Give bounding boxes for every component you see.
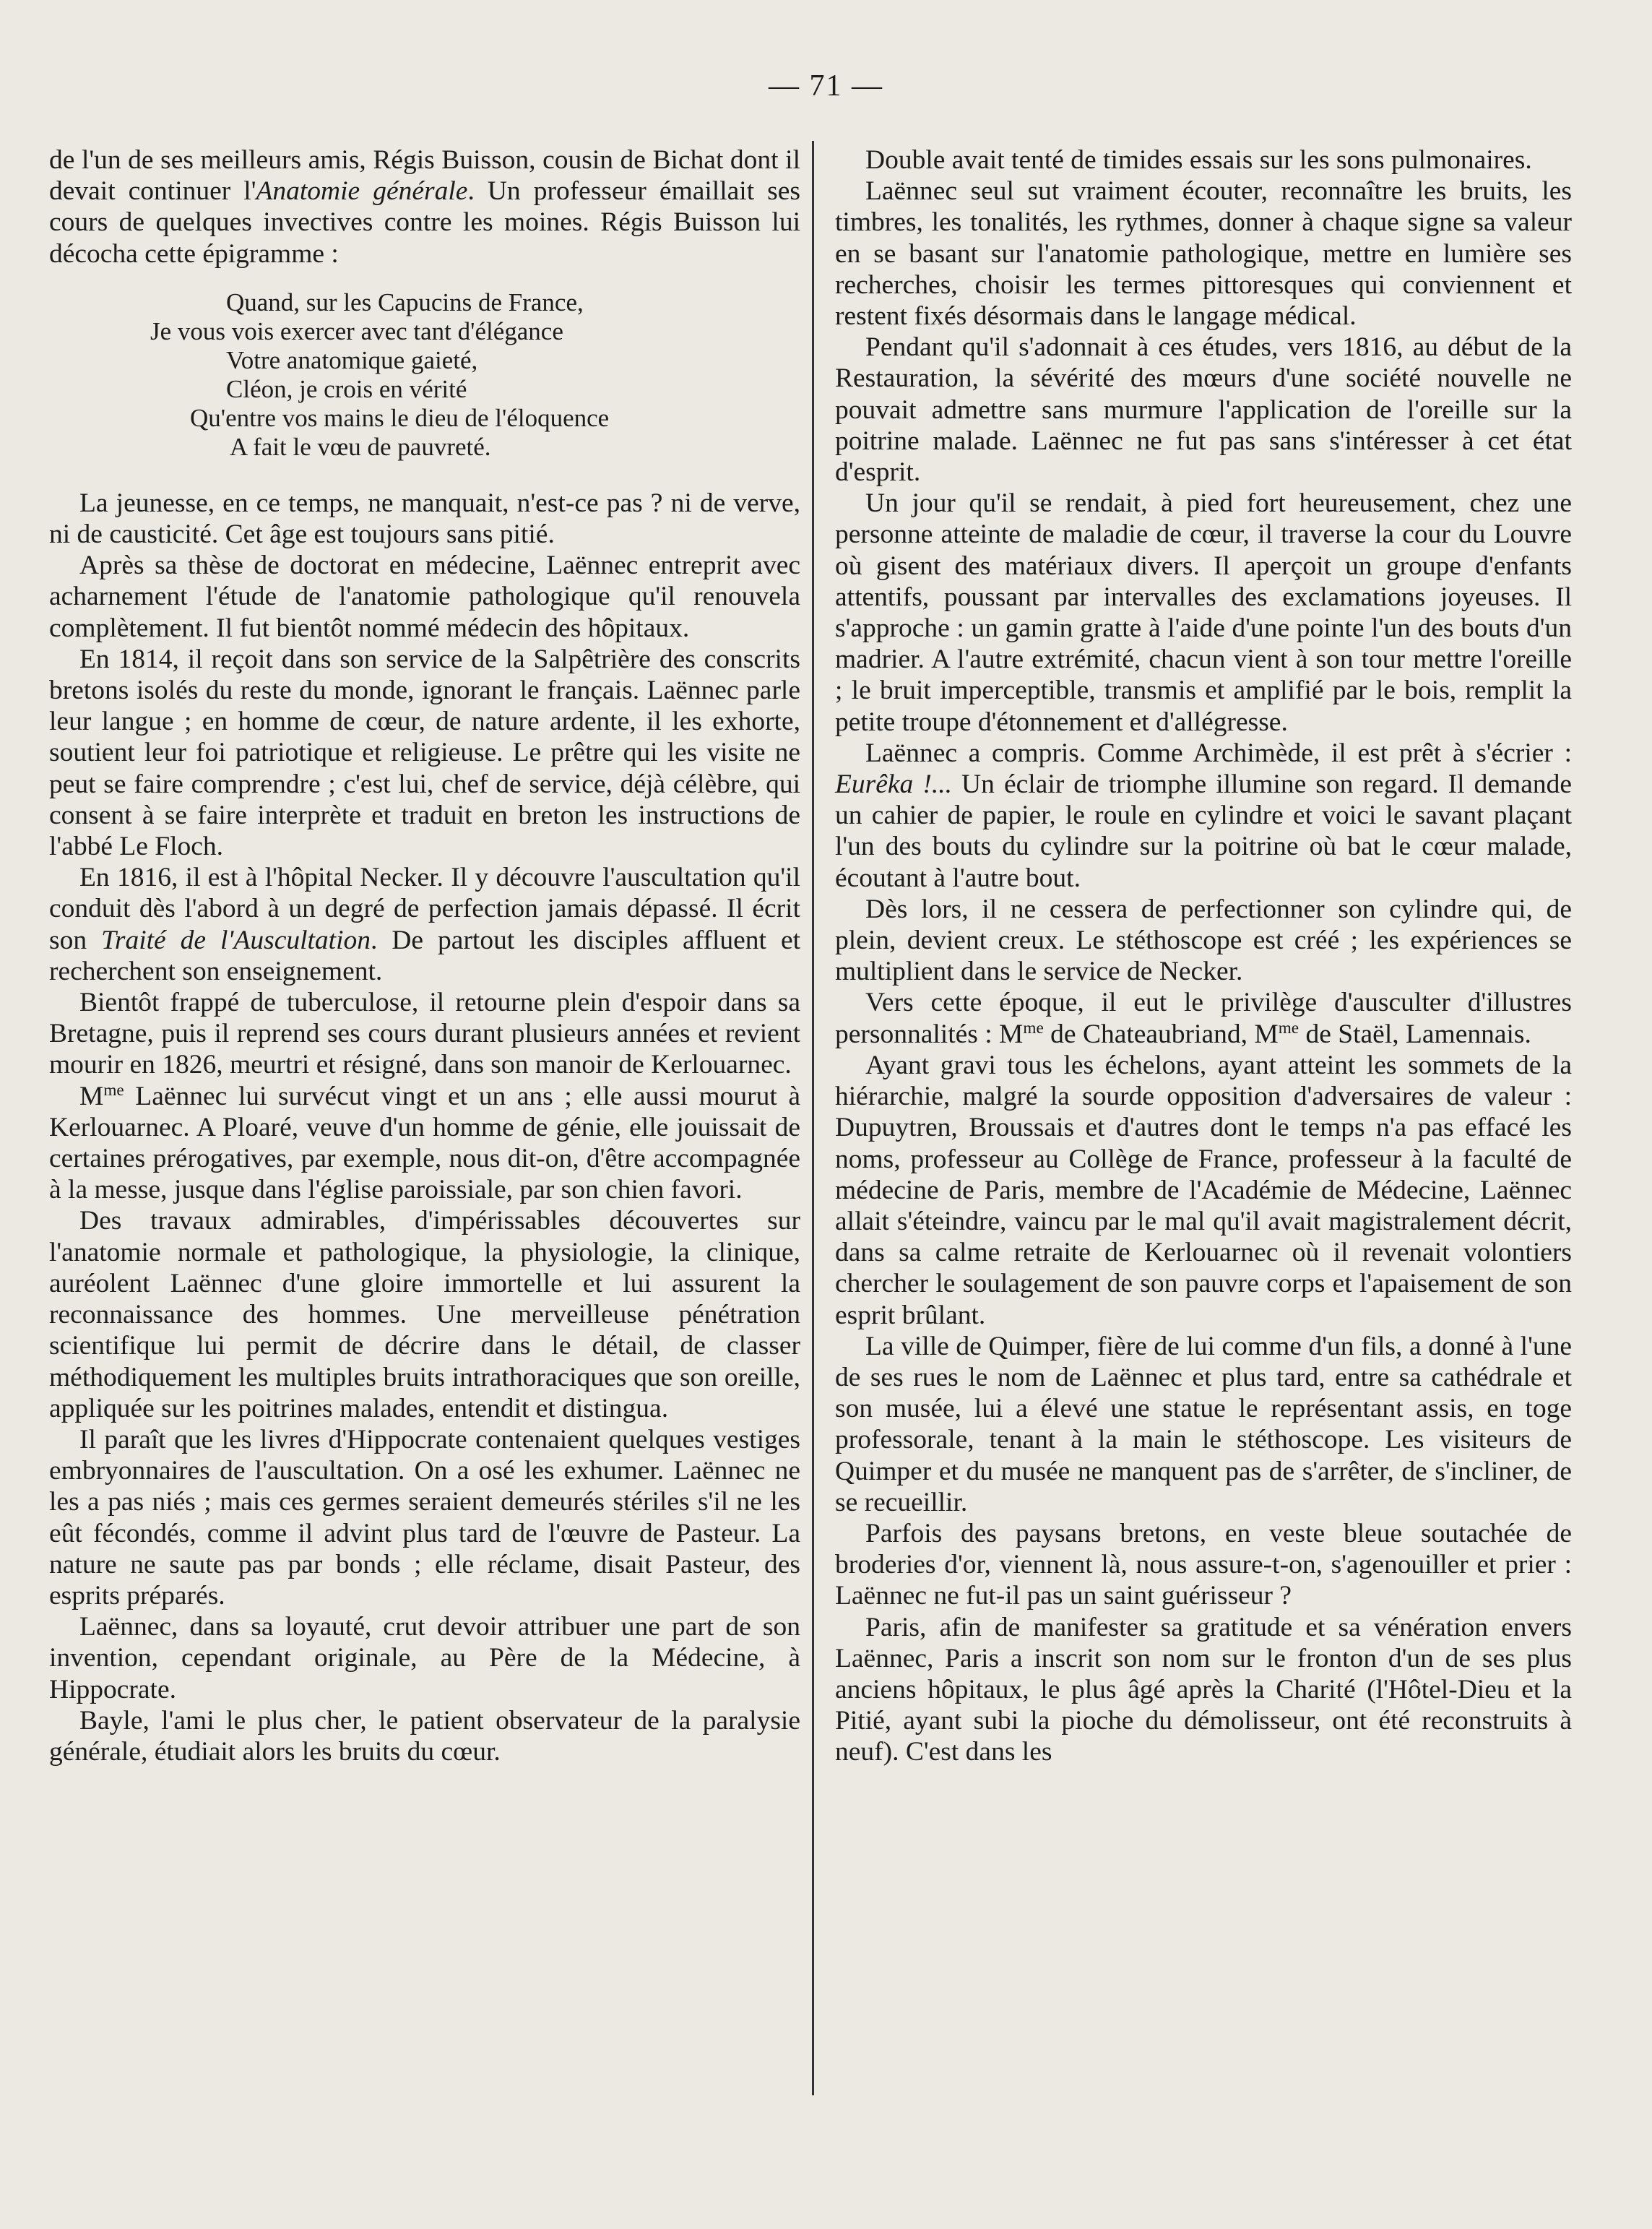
paragraph: Laënnec seul sut vraiment écouter, reconnaître les bruits, les timbres, les tonalités, les rythmes, donner à chaque signe sa valeur en se basant sur l'anatomie pathologique, mettre en lumière ses recherches, choisir les termes pittoresques qui conviennent et restent fixés désormais dans le langage médical.: [835, 176, 1572, 332]
paragraph: Pendant qu'il s'adonnait à ces études, vers 1816, au début de la Restauration, la sévérité des mœurs d'une société nouvelle ne pouvait admettre sans murmure l'application de l'oreille sur la poitrine malade. Laënnec ne fut pas sans s'intéresser à cet état d'esprit.: [835, 332, 1572, 488]
text-run: de Chateaubriand, M: [1043, 1019, 1279, 1049]
paragraph: [49, 862, 800, 987]
text-run: En 1816, il est à l'hôpital Necker. Il y découvre l'auscultation qu'il conduit dès l'abord à un degré de perfection jamais dépassé. Il écrit son: [49, 863, 800, 955]
paragraph: [49, 145, 800, 270]
page-number: — 71 —: [769, 69, 883, 103]
paragraph: [49, 1081, 800, 1206]
exclamation: Eurêka !...: [835, 769, 952, 800]
superscript: me: [1023, 1018, 1044, 1038]
paragraph: Paris, afin de manifester sa gratitude et sa vénération envers Laënnec, Paris a inscrit son nom sur le fronton d'un de ses plus anciens hôpitaux, le plus âgé après la Charité (l'Hôtel-Dieu et la Pitié, ayant subi la pioche du démolisseur, ont été reconstruits à neuf). C'est dans les: [835, 1612, 1572, 1767]
paragraph: Dès lors, il ne cessera de perfectionner son cylindre qui, de plein, devient creux. Le stéthoscope est créé ; les expériences se multiplient dans le service de Necker.: [835, 894, 1572, 987]
book-title: Anatomie générale: [256, 176, 468, 207]
text-run: Un éclair de triomphe illumine son regard. Il demande un cahier de papier, le roule en cylindre et voici le savant plaçant l'un des bouts du cylindre sur la poitrine où bat le cœur malade, écoutant à l'autre bout.: [835, 769, 1572, 893]
paragraph: Ayant gravi tous les échelons, ayant atteint les sommets de la hiérarchie, malgré la sourde opposition d'adversaires de valeur : Dupuytren, Broussais et d'autres dont le temps n'a pas effacé les noms, professeur au Collège de France, professeur à la faculté de médecine de Paris, membre de l'Académie de Médecine, Laënnec allait s'éteindre, vaincu par le mal qu'il avait magistralement décrit, dans sa calme retraite de Kerlouarnec où il revenait volontiers chercher le soulagement de son pauvre corps et l'apaisement de son esprit brûlant.: [835, 1050, 1572, 1330]
paragraph: Parfois des paysans bretons, en veste bleue soutachée de broderies d'or, viennent là, nous assure-t-on, s'agenouiller et prier : Laënnec ne fut-il pas un saint guérisseur ?: [835, 1518, 1572, 1611]
paragraph: Un jour qu'il se rendait, à pied fort heureusement, chez une personne atteinte de maladie de cœur, il traverse la cour du Louvre où gisent des matériaux divers. Il aperçoit un groupe d'enfants attentifs, poussant par intervalles des exclamations joyeuses. Il s'approche : un gamin gratte à l'aide d'une pointe l'un des bouts d'un madrier. A l'autre extrémité, chacun vient à son tour mettre l'oreille ; le bruit imperceptible, transmis et amplifié par le bois, remplit la petite troupe d'étonnement et d'allégresse.: [835, 488, 1572, 737]
paragraph: [835, 738, 1572, 894]
paragraph: Des travaux admirables, d'impérissables découvertes sur l'anatomie normale et pathologique, la physiologie, la clinique, auréolent Laënnec d'une gloire immortelle et lui assurent la reconnaissance des hommes. Une merveilleuse pénétration scientifique lui permit de décrire dans le détail, de classer méthodiquement les multiples bruits intrathoraciques que son oreille, appliquée sur les poitrines malades, entendit et distingua.: [49, 1206, 800, 1423]
paragraph: La jeunesse, en ce temps, ne manquait, n'est-ce pas ? ni de verve, ni de causticité. Cet âge est toujours sans pitié.: [49, 488, 800, 550]
poem-line: Quand, sur les Capucins de France,: [226, 288, 584, 316]
right-column: [835, 145, 1572, 1768]
column-divider: [812, 141, 814, 2095]
left-column: [49, 145, 800, 1767]
text-run: Vers cette époque, il eut le privilège d'ausculter d'illustres personnalités : M: [835, 988, 1572, 1049]
text-run: Laënnec lui survécut vingt et un ans ; elle aussi mourut à Kerlouarnec. A Ploaré, veuve d'un homme de génie, elle jouissait de certaines prérogatives, par exemple, nous dit-on, d'être accompagnée à la messe, jusque dans l'église paroissiale, par son chien favori.: [49, 1081, 800, 1205]
text-run: de Staël, Lamennais.: [1299, 1019, 1531, 1049]
paragraph: Bientôt frappé de tuberculose, il retourne plein d'espoir dans sa Bretagne, puis il reprend ses cours durant plusieurs années et revient mourir en 1826, meurtri et résigné, dans son manoir de Kerlouarnec.: [49, 988, 800, 1080]
paragraph: Après sa thèse de doctorat en médecine, Laënnec entreprit avec acharnement l'étude de l'anatomie pathologique qu'il renouvela complètement. Il fut bientôt nommé médecin des hôpitaux.: [49, 551, 800, 643]
text-run: Laënnec a compris. Comme Archimède, il est prêt à s'écrier :: [865, 738, 1572, 768]
poem-line: A fait le vœu de pauvreté.: [230, 432, 491, 461]
text-run: . De partout les disciples affluent et recherchent son enseignement.: [49, 925, 801, 986]
poem-line: Votre anatomique gaieté,: [226, 345, 478, 374]
epigram-poem: [49, 288, 800, 462]
paragraph: En 1814, il reçoit dans son service de la Salpêtrière des conscrits bretons isolés du reste du monde, ignorant le français. Laënnec parle leur langue ; en homme de cœur, de nature ardente, il les exhorte, soutient leur foi patriotique et religieuse. Le prêtre qui les visite ne peut se faire comprendre ; c'est lui, chef de service, déjà célèbre, qui consent à se faire interprète et traduit en breton les instructions de l'abbé Le Floch.: [49, 644, 800, 862]
paragraph: La ville de Quimper, fière de lui comme d'un fils, a donné à l'une de ses rues le nom de Laënnec et plus tard, entre sa cathédrale et son musée, lui a élevé une statue le représentant assis, en toge professorale, tenant à la main le stéthoscope. Les visiteurs de Quimper et du musée ne manquent pas de s'arrêter, de s'incliner, de se recueillir.: [835, 1331, 1572, 1517]
paragraph: Il paraît que les livres d'Hippocrate contenaient quelques vestiges embryonnaires de l'auscultation. On a osé les exhumer. Laënnec ne les a pas niés ; mais ces germes seraient demeurés stériles s'il ne les eût fécondés, comme il advint plus tard de l'œuvre de Pasteur. La nature ne saute pas par bonds ; elle réclame, disait Pasteur, des esprits préparés.: [49, 1424, 800, 1611]
superscript: me: [1278, 1018, 1299, 1038]
paragraph: Laënnec, dans sa loyauté, crut devoir attribuer une part de son invention, cependant originale, au Père de la Médecine, à Hippocrate.: [49, 1612, 800, 1704]
paragraph: Double avait tenté de timides essais sur les sons pulmonaires.: [865, 145, 1532, 175]
text-run: . Un professeur émaillait ses cours de quelques invectives contre les moines. Régis Buisson lui décocha cette épigramme :: [49, 176, 800, 269]
poem-line: Je vous vois exercer avec tant d'élégance: [150, 316, 563, 345]
superscript: me: [103, 1080, 124, 1100]
text-run: de l'un de ses meilleurs amis, Régis Buisson, cousin de Bichat dont il devait continuer l': [49, 145, 800, 207]
paragraph: Bayle, l'ami le plus cher, le patient observateur de la paralysie générale, étudiait alors les bruits du cœur.: [49, 1705, 800, 1767]
text-run: M: [79, 1081, 104, 1111]
paragraph: [835, 987, 1572, 1049]
poem-line: Qu'entre vos mains le dieu de l'éloquence: [190, 403, 610, 432]
book-title: Traité de l'Auscultation: [101, 925, 371, 955]
poem-line: Cléon, je crois en vérité: [226, 374, 467, 403]
